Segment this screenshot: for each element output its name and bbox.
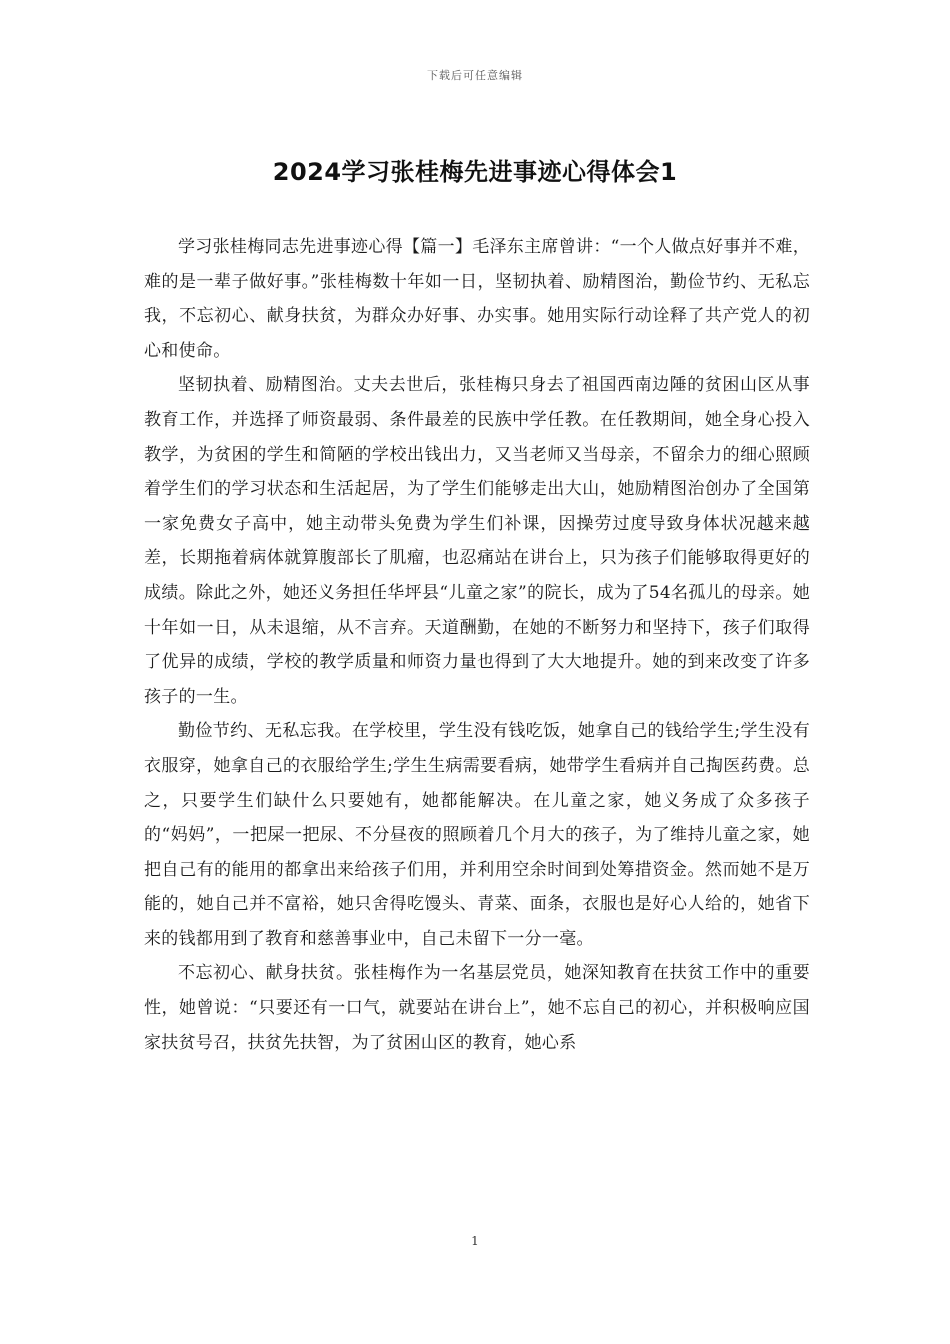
paragraph-2: 坚韧执着、励精图治。丈夫去世后，张桂梅只身去了祖国西南边陲的贫困山区从事教育工作，并选择了师资最弱、条件最差的民族中学任教。在任教期间，她全身心投入教学，为贫困的学生和简陋的学校出钱出力，又当老师又当母亲，不留余力的细心照顾着学生们的学习状态和生活起居，为了学生们能够走出大山，她励精图治创办了全国第一家免费女子高中，她主动带头免费为学生们补课，因操劳过度导致身体状况越来越差，长期拖着病体就算腹部长了肌瘤，也忍痛站在讲台上，只为孩子们能够取得更好的成绩。除此之外，她还义务担任华坪县“儿童之家”的院长，成为了54名孤儿的母亲。她十年如一日，从未退缩，从不言弃。天道酬勤，在她的不断努力和坚持下，孩子们取得了优异的成绩，学校的教学质量和师资力量也得到了大大地提升。她的到来改变了许多孩子的一生。 [144, 375, 810, 707]
paragraph-3: 勤俭节约、无私忘我。在学校里，学生没有钱吃饭，她拿自己的钱给学生;学生没有衣服穿，她拿自己的衣服给学生;学生生病需要看病，她带学生看病并自己掏医药费。总之，只要学生们缺什么只要她有，她都能解决。在儿童之家，她义务成了众多孩子的“妈妈”，一把屎一把尿、不分昼夜的照顾着几个月大的孩子，为了维持儿童之家，她把自己有的能用的都拿出来给孩子们用，并利用空余时间到处筹措资金。然而她不是万能的，她自己并不富裕，她只舍得吃馒头、青菜、面条，衣服也是好心人给的，她省下来的钱都用到了教育和慈善事业中，自己未留下一分一毫。 [144, 721, 810, 949]
page-title: 2024学习张桂梅先进事迹心得体会1 [272, 158, 678, 186]
paragraph-4: 不忘初心、献身扶贫。张桂梅作为一名基层党员，她深知教育在扶贫工作中的重要性，她曾说：“只要还有一口气，就要站在讲台上”，她不忘自己的初心，并积极响应国家扶贫号召，扶贫先扶智，为了贫困山区的教育，她心系 [144, 963, 810, 1053]
paragraph-1: 学习张桂梅同志先进事迹心得【篇一】毛泽东主席曾讲：“一个人做点好事并不难，难的是一辈子做好事。”张桂梅数十年如一日，坚韧执着、励精图治，勤俭节约、无私忘我，不忘初心、献身扶贫，为群众办好事、办实事。她用实际行动诠释了共产党人的初心和使命。 [144, 237, 810, 361]
header-note: 下载后可任意编辑 [427, 69, 523, 82]
document-body [144, 230, 810, 1060]
page-number: 1 [471, 1234, 479, 1248]
